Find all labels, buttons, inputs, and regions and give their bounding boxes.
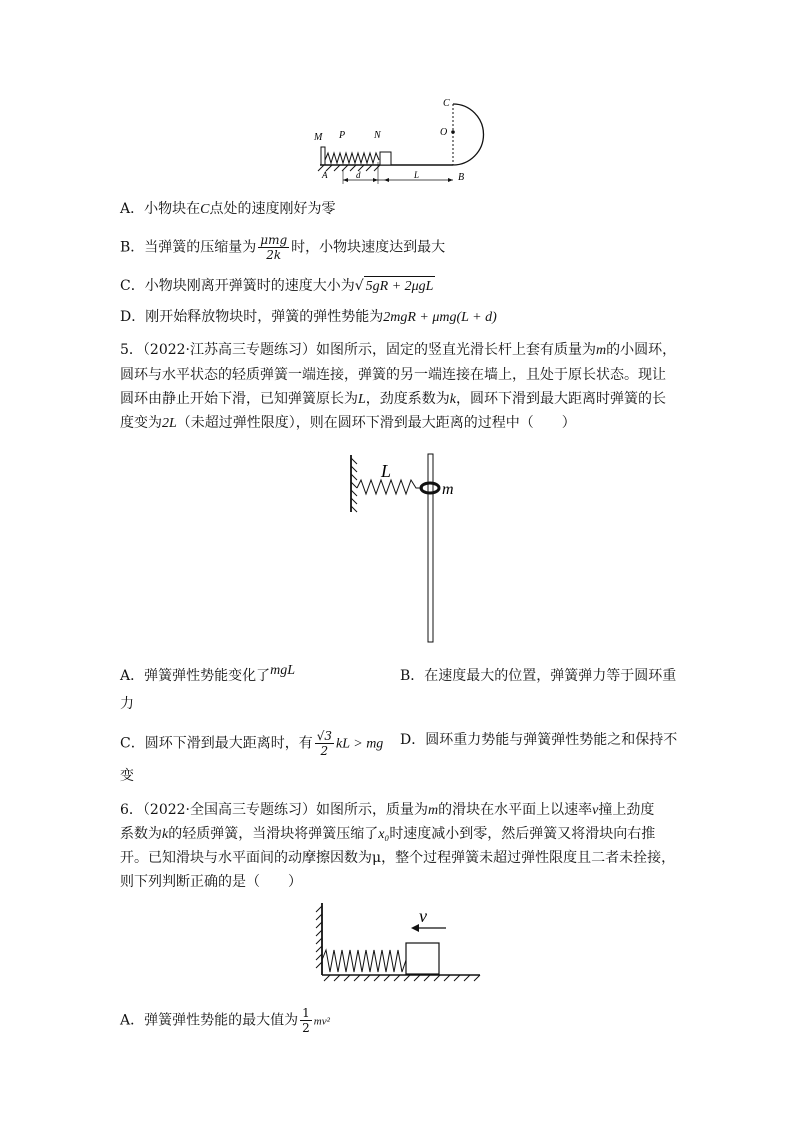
q6-var-m: m [428, 803, 439, 818]
label-N: N [374, 130, 381, 141]
q6-line-2c: 时速度减小到零，然后弹簧又将滑块向右推 [389, 826, 656, 842]
q6-line-3: 开。已知滑块与水平面间的动摩擦因数为μ，整个过程弹簧未超过弹性限度且二者未拴接， [120, 850, 676, 866]
q5-option-c-den: 2 [320, 744, 329, 758]
q4-option-c-radicand: 5gR + 2μgL [364, 276, 436, 297]
q5-option-b[interactable]: B．在速度最大的位置，弹簧弹力等于圆环重 [400, 668, 677, 684]
q5-line-1-text: 5．（2022·江苏高三专题练习）如图所示，固定的竖直光滑长杆上套有质量为 [120, 342, 596, 358]
q5-line-3c: ，圆环下滑到最大距离时弹簧的长 [456, 391, 667, 407]
label-L: L [414, 170, 420, 180]
q5-line-1-end: 的小圆环， [606, 342, 677, 358]
q6-option-a-suffix: mv² [313, 1015, 330, 1028]
q4-option-b-suffix: 时，小物块速度达到最大 [291, 239, 446, 256]
q6-option-a-num: 1 [302, 1006, 310, 1020]
q6-option-a-den: 2 [302, 1021, 310, 1035]
q5-var-m: m [596, 343, 607, 358]
q4-option-d-formula: 2mgR + μmg(L + d) [383, 310, 497, 325]
q6-line-4: 则下列判断正确的是（ ） [120, 874, 302, 890]
q4-option-c-prefix: C．小物块刚离开弹簧时的速度大小为 [120, 278, 355, 294]
q4-option-a-suffix: 点处的速度刚好为零 [209, 201, 336, 217]
q6-line-1a: 6．（2022·全国高三专题练习）如图所示，质量为 [120, 802, 428, 818]
q5-line-4a: 度变为 [120, 415, 162, 431]
q5-var-L: L [358, 392, 366, 407]
label-d: d [356, 170, 361, 180]
q6-option-a-fraction [300, 1006, 312, 1035]
q5-option-d[interactable]: D．圆环重力势能与弹簧弹性势能之和保持不 [400, 732, 678, 748]
label-A: A [322, 170, 328, 180]
q4-option-b-den: 2k [266, 248, 282, 262]
q5-line-4b: （未超过弹性限度），则在圆环下滑到最大距离的过程中（ ） [176, 415, 576, 431]
label-B: B [458, 172, 465, 183]
q6-option-a-prefix: A．弹簧弹性势能的最大值为 [120, 1012, 299, 1029]
q5-option-d-cont: 变 [120, 768, 134, 784]
figure2-label-L: L [381, 461, 392, 481]
q4-option-a-prefix: A．小物块在 [120, 201, 201, 217]
q5-line-3b: ，劲度系数为 [365, 391, 450, 407]
label-C: C [443, 98, 450, 109]
q4-option-d-prefix: D．刚开始释放物块时，弹簧的弹性势能为 [120, 309, 384, 325]
q6-var-k: k [162, 827, 169, 842]
q6-option-a[interactable] [120, 1006, 330, 1035]
label-P: P [339, 130, 346, 141]
q5-option-a-formula: mgL [270, 663, 296, 678]
figure3-label-v: v [419, 906, 427, 926]
q6-line-1b: 的滑块在水平面上以速率 [438, 802, 593, 818]
figure2-label-m: m [442, 481, 454, 498]
q5-var-k: k [449, 392, 457, 407]
q5-option-c-prefix: C．圆环下滑到最大距离时，有 [120, 735, 313, 752]
q5-option-c-num: √3 [316, 729, 332, 743]
q6-line-2b: 的轻质弹簧，当滑块将弹簧压缩了 [168, 826, 379, 842]
q4-option-b-prefix: B．当弹簧的压缩量为 [120, 239, 257, 256]
q5-line-2: 圆环与水平状态的轻质弹簧一端连接，弹簧的另一端连接在墙上，且处于原长状态。现让 [120, 367, 666, 383]
q4-option-b-num: μmg [260, 233, 288, 247]
q6-var-v: v [592, 803, 599, 818]
q6-var-x0: x₀ [378, 827, 390, 842]
q5-var-2L: 2L [162, 416, 177, 431]
q6-line-1c: 撞上劲度 [598, 802, 655, 818]
q5-line-3a: 圆环由静止开始下滑，已知弹簧原长为 [120, 391, 358, 407]
label-O: O [440, 127, 448, 138]
q6-line-2a: 系数为 [120, 826, 162, 842]
q5-option-a-prefix: A．弹簧弹性势能变化了 [120, 668, 271, 684]
q5-option-c-suffix: kL > mg [336, 736, 384, 752]
q4-option-c-sqrt-sign: √ [354, 278, 364, 294]
label-M: M [314, 132, 323, 143]
q4-option-a-var: C [200, 202, 210, 217]
q5-option-b-cont: 力 [120, 696, 134, 712]
